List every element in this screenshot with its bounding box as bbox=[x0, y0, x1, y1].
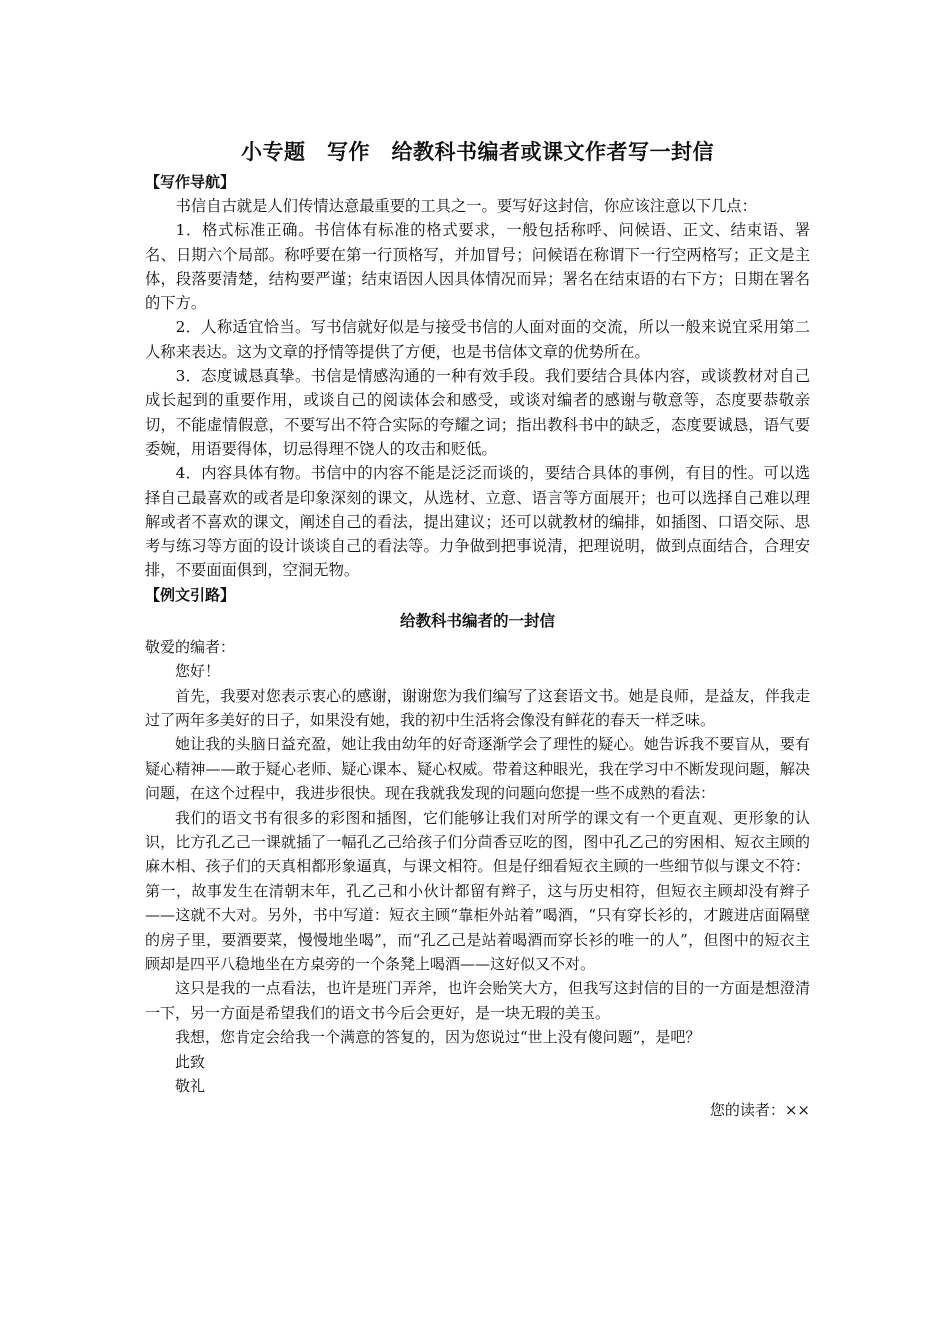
letter-closing-2: 敬礼 bbox=[175, 1077, 206, 1096]
letter-paragraph-1: 首先，我要对您表示衷心的感谢，谢谢您为我们编写了这套语文书。她是良师，是益友，伴我走过了两年多美好的日子，如果没有她，我的初中生活将会像没有鲜花的春天一样乏味。 bbox=[145, 686, 810, 729]
letter-paragraph-3: 我们的语文书有很多的彩图和插图，它们能够让我们对所学的课文有一个更直观、更形象的认识，比方孔乙己一课就插了一幅孔乙己给孩子们分茴香豆吃的图，图中孔乙己的穷困相、短衣主顾的麻木相、孩子们的天真相都形象逼真，与课文相符。但是仔细看短衣主顾的一些细节似与课文不符：第一，故事发生在清朝末年，孔乙己和小伙计都留有辫子，这与历史相符，但短衣主顾却没有辫子——这就不大对。另外，书中写道：短衣主顾“靠柜外站着”喝酒，“只有穿长衫的，才踱进店面隔壁的房子里，要酒要菜，慢慢地坐喝”，而“孔乙己是站着喝酒而穿长衫的唯一的人”，但图中的短衣主顾却是四平八稳地坐在方桌旁的一个条凳上喝酒——这好似又不对。 bbox=[145, 808, 810, 974]
guide-point-3: 3．态度诚恳真挚。书信是情感沟通的一种有效手段。我们要结合具体内容，或谈教材对自己成长起到的重要作用，或谈自己的阅读体会和感受，或谈对编者的感谢与敬意等，态度要恭敬亲切，不能虚情假意，不要写出不符合实际的夸耀之词；指出教科书中的缺乏，态度要诚恳，语气要委婉，用语要得体，切忌得理不饶人的攻击和贬低。 bbox=[145, 367, 810, 458]
example-title: 给教科书编者的一封信 bbox=[399, 610, 555, 630]
section-heading-example: 【例文引路】 bbox=[145, 585, 236, 604]
page-title: 小专题 写作 给教科书编者或课文作者写一封信 bbox=[241, 139, 714, 164]
letter-closing-1: 此致 bbox=[175, 1052, 206, 1071]
letter-salutation: 敬爱的编者： bbox=[145, 637, 236, 656]
guide-point-4: 4．内容具体有物。书信中的内容不能是泛泛而谈的，要结合具体的事例，有目的性。可以选择自己最喜欢的或者是印象深刻的课文，从选材、立意、语言等方面展开；也可以选择自己难以理解或者不喜欢的课文，阐述自己的看法，提出建议；还可以就教材的编排，如插图、口语交际、思考与练习等方面的设计谈谈自己的看法等。力争做到把事说清，把理说明，做到点面结合，合理安排，不要面面俱到，空洞无物。 bbox=[145, 464, 810, 580]
letter-paragraph-4: 这只是我的一点看法，也许是班门弄斧，也许会贻笑大方，但我写这封信的目的一方面是想澄清一下，另一方面是希望我们的语文书今后会更好，是一块无瑕的美玉。 bbox=[145, 979, 810, 1022]
letter-signature: 您的读者：×× bbox=[709, 1101, 810, 1120]
document-page bbox=[145, 130, 810, 1123]
letter-greeting: 您好！ bbox=[175, 662, 221, 681]
guide-intro: 书信自古就是人们传情达意最重要的工具之一。要写好这封信，你应该注意以下几点： bbox=[175, 197, 757, 215]
guide-point-2: 2．人称适宜恰当。写书信就好似是与接受书信的人面对面的交流，所以一般来说宜采用第二人称来表达。这为文章的抒情等提供了方便，也是书信体文章的优势所在。 bbox=[145, 318, 810, 361]
letter-paragraph-2: 她让我的头脑日益充盈，她让我由幼年的好奇逐渐学会了理性的疑心。她告诉我不要盲从，要有疑心精神——敢于疑心老师、疑心课本、疑心权威。带着这种眼光，我在学习中不断发现问题，解决问题，在这个过程中，我进步很快。现在我就我发现的问题向您提一些不成熟的看法： bbox=[145, 735, 810, 803]
section-heading-guide: 【写作导航】 bbox=[145, 173, 236, 191]
guide-point-1: 1．格式标准正确。书信体有标准的格式要求，一般包括称呼、问候语、正文、结束语、署名、日期六个局部。称呼要在第一行顶格写，并加冒号；问候语在称谓下一行空两格写；正文是主体，段落要清楚，结构要严谨；结束语因人因具体情况而异；署名在结束语的右下方；日期在署名的下方。 bbox=[145, 221, 810, 313]
letter-paragraph-5: 我想，您肯定会给我一个满意的答复的，因为您说过“世上没有傻问题”，是吧？ bbox=[175, 1028, 701, 1047]
